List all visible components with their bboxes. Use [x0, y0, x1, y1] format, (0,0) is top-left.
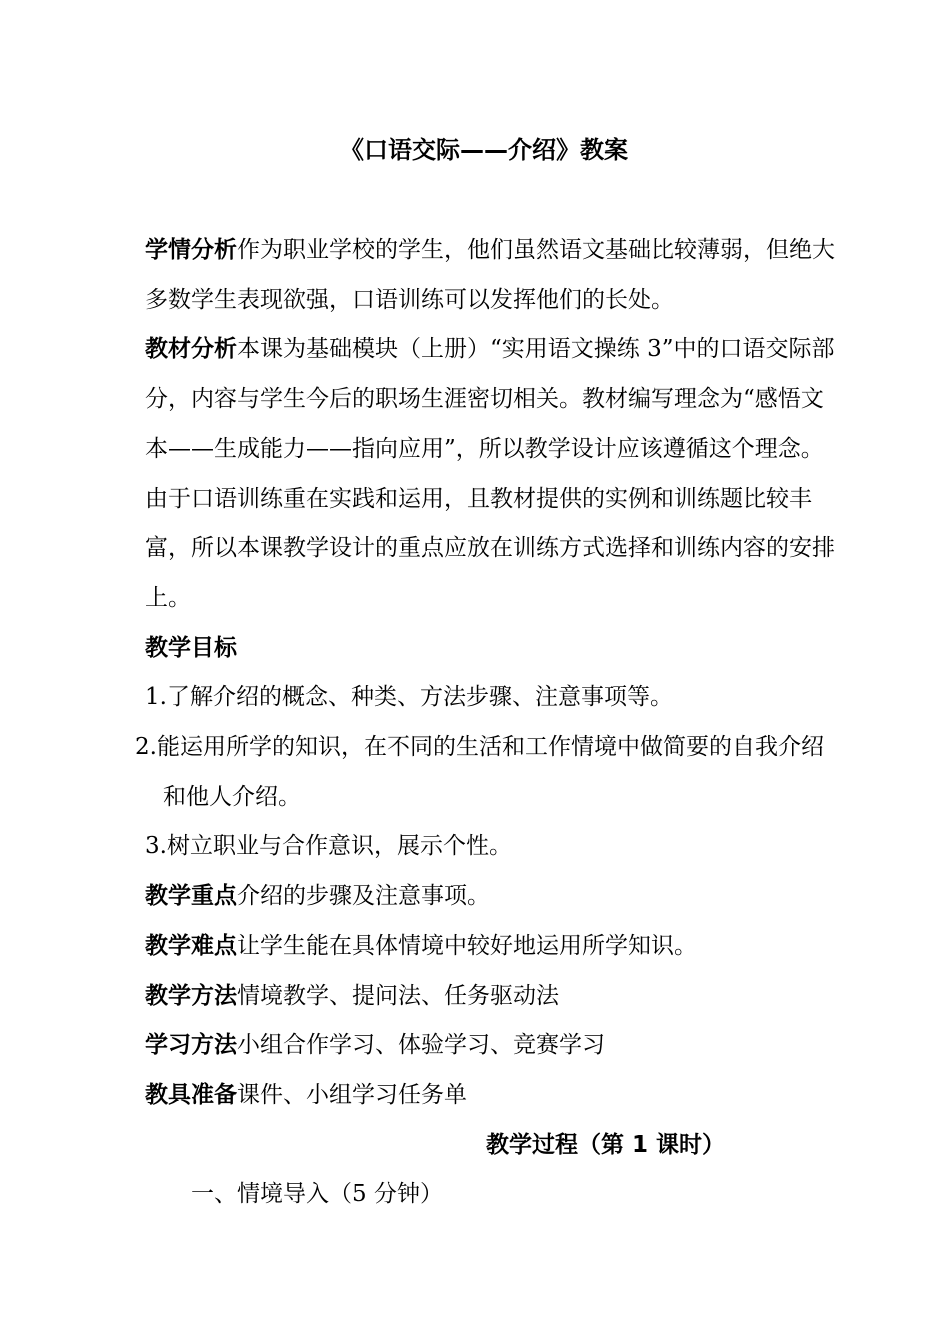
teaching-method-paragraph: [145, 972, 835, 1022]
student-analysis-label: 学情分析: [145, 237, 237, 263]
objectives-heading: 教学目标: [145, 634, 237, 661]
materials-text: 课件、小组学习任务单: [237, 1081, 467, 1108]
difficulty-label: 教学难点: [145, 932, 237, 959]
objective-item-2: 2.能运用所学的知识，在不同的生活和工作情境中做简要的自我介绍和他人介绍。: [135, 734, 824, 810]
difficulty-text: 让学生能在具体情境中较好地运用所学知识。: [237, 932, 697, 959]
document-body: [135, 226, 835, 1220]
difficulty-paragraph: [145, 922, 835, 972]
process-heading: 教学过程（第 1 课时）: [485, 1131, 725, 1158]
materials-paragraph: [145, 1071, 835, 1121]
section-heading-intro: 一、情境导入（5 分钟）: [191, 1181, 443, 1208]
key-point-paragraph: [145, 872, 835, 922]
materials-label: 教具准备: [145, 1081, 237, 1108]
key-point-text: 介绍的步骤及注意事项。: [237, 883, 490, 910]
material-analysis-paragraph: [145, 325, 835, 623]
material-analysis-text: 本课为基础模块（上册）“实用语文操练 3”中的口语交际部分，内容与学生今后的职场生涯密切相关。教材编写理念为“感悟文本——生成能力——指向应用”，所以教学设计应该遵循这个理念。由于口语训练重在实践和运用，且教材提供的实例和训练题比较丰富，所以本课教学设计的重点应放在训练方式选择和训练内容的安排上。: [145, 336, 835, 611]
learning-method-label: 学习方法: [145, 1032, 237, 1059]
learning-method-text: 小组合作学习、体验学习、竞赛学习: [237, 1032, 605, 1059]
key-point-label: 教学重点: [145, 883, 237, 910]
objective-item-3: 3.树立职业与合作意识，展示个性。: [145, 833, 512, 860]
student-analysis-paragraph: [145, 226, 835, 325]
material-analysis-label: 教材分析: [145, 336, 237, 363]
student-analysis-text: 作为职业学校的学生，他们虽然语文基础比较薄弱，但绝大多数学生表现欲强，口语训练可以发挥他们的长处。: [145, 237, 835, 313]
teaching-method-label: 教学方法: [145, 982, 237, 1009]
learning-method-paragraph: [145, 1021, 835, 1071]
teaching-method-text: 情境教学、提问法、任务驱动法: [237, 982, 559, 1009]
objective-item-1: 1.了解介绍的概念、种类、方法步骤、注意事项等。: [145, 684, 673, 711]
document-title: 《口语交际——介绍》教案: [340, 136, 628, 164]
